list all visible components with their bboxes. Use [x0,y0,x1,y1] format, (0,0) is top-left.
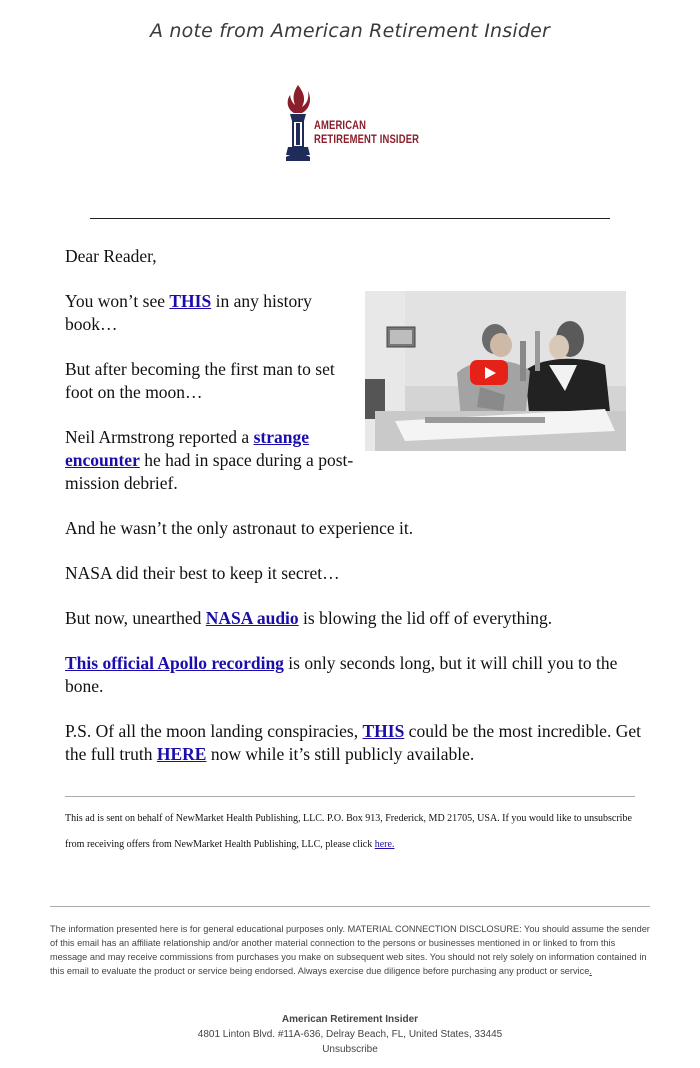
paragraph-5 [65,562,645,585]
paragraph-4 [65,517,645,540]
header-divider [90,218,610,219]
sponsor-disclaimer-text: This ad is sent on behalf of NewMarket Health Publishing, LLC. P.O. Box 913, Frederick, MD 21705, USA. If you would like to unsubscribe from receiving offers from NewMarket Health Publishing, LLC, please click [65,813,632,850]
apollo-recording-link[interactable]: This official Apollo recording [65,653,284,673]
legal-period: . [589,966,592,976]
p1-text-a: You won’t see [65,291,170,311]
video-thumbnail[interactable] [365,291,626,451]
strange-encounter-link[interactable]: strange encounter [65,427,309,470]
p3-text-b: he had in space during a post-mission debrief. [65,450,354,493]
paragraph-1 [65,290,357,336]
p6-text-b: is blowing the lid off of everything. [298,608,553,628]
paragraph-3 [65,426,357,495]
greeting [65,245,645,268]
brand-logo[interactable] [282,83,432,165]
footer [0,1012,700,1057]
p7-text-b: is only seconds long, but it will chill you to the bone. [65,653,618,696]
legal-disclosure [50,922,652,978]
content-divider [65,796,635,797]
ps-text-c: now while it’s still publicly available. [206,744,475,764]
here-link[interactable]: HERE [156,744,207,764]
p2-text: But after becoming the first man to set foot on the moon… [65,359,335,402]
paragraph-7 [65,652,645,698]
ps-text-b: could be the most incredible. Get the full truth [65,721,641,764]
torch-icon [282,83,314,165]
brand-logo-wordmark [314,119,419,147]
p1-text-b: in any history book… [65,291,312,334]
ps-text-a: P.S. Of all the moon landing conspiracies, [65,721,363,741]
p6-text-a: But now, unearthed [65,608,206,628]
p5-text: NASA did their best to keep it secret… [65,563,340,583]
footer-company: American Retirement Insider [281,1014,419,1025]
legal-disclosure-text: The information presented here is for general educational purposes only. MATERIAL CONNECTION DISCLOSURE: You should assume the sender of this email has an affiliate relationship and/or another material connection to the persons or businesses mentioned in or linked to from this message and may receive commissions from purchases you make on subsequent web sites. You should not rely solely on information contained in this email to evaluate the product or service being endorsed. Always exercise due diligence before purchasing any product or service [50,924,650,976]
unsubscribe-here-link[interactable]: here. [374,839,395,850]
paragraph-6 [65,607,645,630]
postscript [65,720,645,766]
logo-line-1: AMERICAN [314,120,367,132]
nasa-audio-link[interactable]: NASA audio [205,608,299,628]
sponsor-disclaimer [65,806,645,858]
logo-line-2: RETIREMENT INSIDER [314,134,420,146]
footer-address: 4801 Linton Blvd. #11A-636, Delray Beach, FL, United States, 33445 [197,1029,503,1040]
legal-divider [50,906,650,907]
p3-text-a: Neil Armstrong reported a [65,427,254,447]
paragraph-2 [65,358,357,404]
p4-text: And he wasn’t the only astronaut to experience it. [65,518,414,538]
play-button-icon[interactable] [470,360,508,385]
greeting-text: Dear Reader, [65,246,157,266]
this-link[interactable]: THIS [169,291,212,311]
email-header-title: A note from American Retirement Insider [149,20,551,42]
footer-unsubscribe-link[interactable]: Unsubscribe [322,1044,378,1055]
ps-this-link[interactable]: THIS [362,721,405,741]
